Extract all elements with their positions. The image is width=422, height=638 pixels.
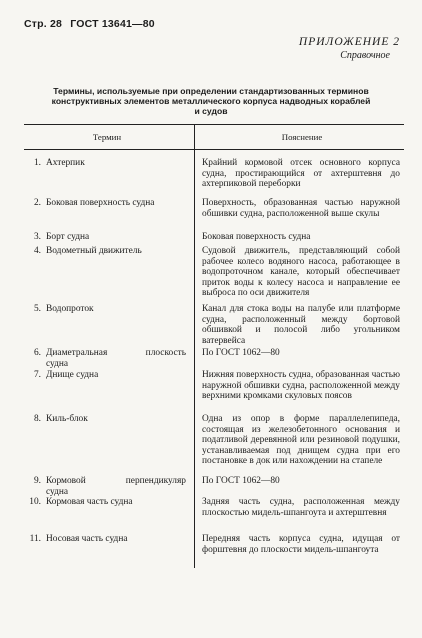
term-text: Носовая часть судна <box>46 534 128 544</box>
appendix-title: ПРИЛОЖЕНИЕ 2 <box>298 36 400 48</box>
term-text-line-2: судна <box>46 486 69 497</box>
row-number: 6. <box>33 348 41 358</box>
table-header <box>24 124 404 150</box>
document-title <box>30 86 392 116</box>
term-text: Борт судна <box>46 232 90 242</box>
column-header-term: Термин <box>92 132 122 142</box>
term-text: Днище судна <box>46 370 99 380</box>
explanation-text: По ГОСТ 1062—80 <box>202 476 280 486</box>
column-divider-body <box>194 148 195 568</box>
row-number: 7. <box>33 370 41 380</box>
row-number: 1. <box>33 158 41 168</box>
row-number: 2. <box>33 198 41 208</box>
term-text: Водопроток <box>46 304 94 314</box>
explanation-text: Задняя часть судна, расположенная между плоскостью мидель-шпангоута и ахтерштевня <box>202 497 400 518</box>
title-line-3: и судов <box>194 106 228 116</box>
appendix-subtitle: Справочное <box>340 50 390 61</box>
row-number: 3. <box>33 232 41 242</box>
row-number: 10. <box>29 497 41 507</box>
term-text-line-1: Кормовой перпендикуляр <box>46 476 186 486</box>
explanation-text: Нижняя поверхность судна, образованная частью наружной обшивки судна, расположенной между верхними кромками скуловых поясов <box>202 370 400 402</box>
title-line-2: конструктивных элементов металлического корпуса надводных кораблей <box>51 96 371 106</box>
explanation-text: Канал для стока воды на палубе или платформе судна, расположенный между бортовой обшивкой и полосой либо угольником ватервейса <box>202 304 400 346</box>
page-number: Стр. 28 <box>24 18 63 30</box>
standard-number: ГОСТ 13641—80 <box>70 18 155 30</box>
explanation-text: Крайний кормовой отсек основного корпуса судна, простирающийся от ахтерштевня до ахтерпиковой переборки <box>202 158 400 190</box>
column-divider <box>194 125 195 149</box>
explanation-text: По ГОСТ 1062—80 <box>202 348 280 358</box>
term-text <box>46 348 186 369</box>
term-text: Водометный движитель <box>46 246 142 256</box>
explanation-text: Поверхность, образованная частью наружной обшивки судна, расположенной выше скулы <box>202 198 400 219</box>
term-text <box>46 476 186 497</box>
term-text: Боковая поверхность судна <box>46 198 155 208</box>
row-number: 8. <box>33 414 41 424</box>
appendix-label <box>299 36 400 61</box>
column-header-explanation: Пояснение <box>281 132 323 142</box>
row-number: 5. <box>33 304 41 314</box>
row-number: 11. <box>29 534 41 544</box>
row-number: 9. <box>33 476 41 486</box>
term-text: Ахтерпик <box>46 158 85 168</box>
explanation-text: Боковая поверхность судна <box>202 232 311 242</box>
term-text-line-2: судна <box>46 358 69 369</box>
term-text-line-1: Диаметральная плоскость <box>46 348 186 358</box>
title-line-1: Термины, используемые при определении стандартизованных терминов <box>53 86 369 96</box>
explanation-text: Одна из опор в форме параллелепипеда, состоящая из железобетонного основания и податливой деревянной или резиновой подушки, устанавливаемая под днищем судна при его постановке в док или нахождении на стапеле <box>202 414 400 467</box>
term-text: Киль-блок <box>46 414 88 424</box>
term-text: Кормовая часть судна <box>46 497 133 507</box>
explanation-text: Судовой движитель, представляющий собой рабочее колесо водяного насоса, работающее в водопроточном канале, который обеспечивает приток воды к колесу насоса и направление ее выброса по оси движителя <box>202 246 400 299</box>
explanation-text: Передняя часть корпуса судна, идущая от форштевня до плоскости мидель-шпангоута <box>202 534 400 555</box>
row-number: 4. <box>33 246 41 256</box>
page-header <box>24 18 160 30</box>
